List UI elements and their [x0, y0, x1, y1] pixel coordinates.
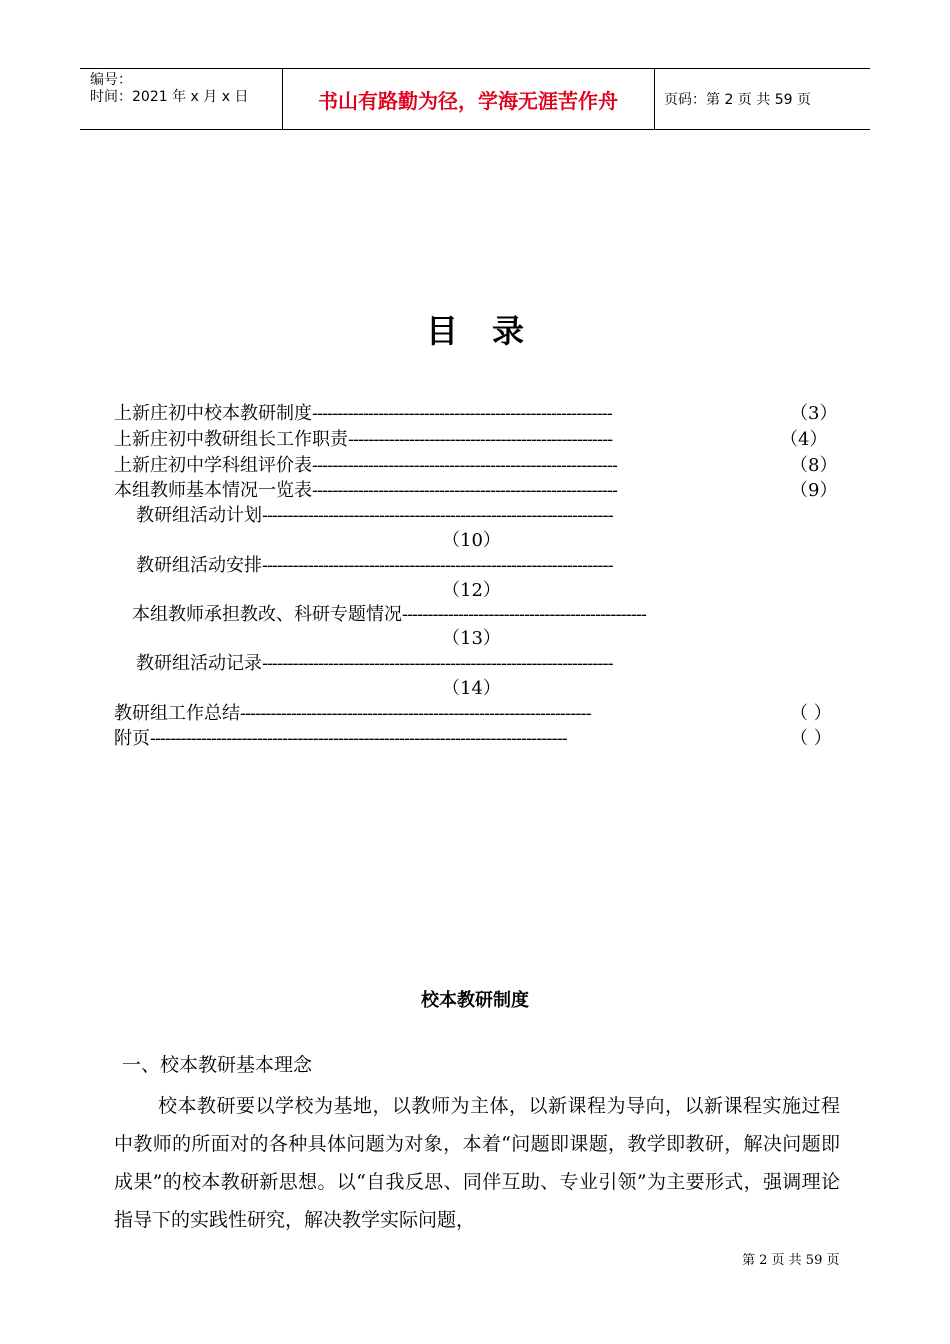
toc-page-number: （10） [442, 530, 501, 551]
toc-entry[interactable] [136, 503, 613, 529]
toc-leader: ------------------------------------------------------------ [312, 455, 617, 476]
toc-leader: --------------------------------------------------------------------- [262, 505, 613, 526]
toc-leader: ------------------------------------------------------------ [312, 480, 617, 501]
footer-page-label: 第 2 页 共 59 页 [742, 1253, 840, 1268]
toc-leader: ----------------------------------------------------------- [312, 403, 612, 424]
toc-entry-text: 教研组活动记录 [136, 653, 262, 674]
time-label: 时间：2021 年 x 月 x 日 [90, 89, 249, 105]
header-motto: 书山有路勤为径，学海无涯苦作舟 [318, 88, 618, 113]
toc-entry[interactable] [114, 427, 612, 453]
toc-leader: ---------------------------------------------------------------------------------- [150, 728, 567, 749]
body-paragraph: 校本教研要以学校为基地，以教师为主体，以新课程为导向，以新课程实施过程中教师的所面对的各种具体问题为对象，本着“问题即课题，教学即教研，解决问题即成果”的校本教研新思想。以“自我反思、同伴互助、专业引领”为主要形式，强调理论指导下的实践性研究，解决教学实际问题， [114, 1095, 840, 1231]
code-label: 编号： [90, 72, 132, 88]
toc-entry-text: 上新庄初中教研组长工作职责 [114, 429, 348, 450]
toc-page-number: （12） [442, 580, 501, 601]
toc-entry-text: 上新庄初中校本教研制度 [114, 403, 312, 424]
toc-entry[interactable] [114, 478, 617, 504]
toc-page-number: （ ） [790, 703, 832, 724]
toc-leader: ------------------------------------------------ [402, 604, 646, 625]
header-page-label: 页码：第 2 页 共 59 页 [664, 92, 811, 108]
toc-page-number: （13） [442, 628, 501, 649]
section-title: 校本教研制度 [421, 990, 529, 1011]
toc-entry-text: 教研组工作总结 [114, 703, 240, 724]
toc-leader: --------------------------------------------------------------------- [262, 555, 613, 576]
toc-entry-text: 上新庄初中学科组评价表 [114, 455, 312, 476]
toc-entry[interactable] [114, 453, 617, 479]
toc-entry-text: 教研组活动安排 [136, 555, 262, 576]
toc-page-number: （8） [790, 455, 838, 476]
section-subheading: 一、校本教研基本理念 [122, 1054, 313, 1076]
toc-page-number: （9） [790, 480, 838, 501]
toc-page-number: （3） [790, 403, 838, 424]
toc-entry[interactable] [114, 726, 567, 752]
toc-entry-text: 本组教师承担教改、科研专题情况 [132, 604, 402, 625]
toc-page-number: （14） [442, 678, 501, 699]
toc-entry[interactable] [114, 701, 591, 727]
toc-entry[interactable] [136, 553, 613, 579]
toc-entry-text: 本组教师基本情况一览表 [114, 480, 312, 501]
header-meta [90, 72, 248, 106]
document-header [80, 68, 870, 130]
toc-entry[interactable] [132, 602, 646, 628]
toc-title: 目录 [425, 312, 558, 350]
toc-entry-text: 教研组活动计划 [136, 505, 262, 526]
toc-leader: ---------------------------------------------------- [348, 429, 613, 450]
toc-leader: --------------------------------------------------------------------- [240, 703, 591, 724]
toc-page-number: （ ） [790, 728, 832, 749]
toc-entry[interactable] [136, 651, 613, 677]
toc-entry[interactable] [114, 401, 612, 427]
toc-page-number: （4） [780, 429, 828, 450]
toc-leader: --------------------------------------------------------------------- [262, 653, 613, 674]
header-divider [654, 69, 655, 129]
toc-entry-text: 附页 [114, 728, 150, 749]
